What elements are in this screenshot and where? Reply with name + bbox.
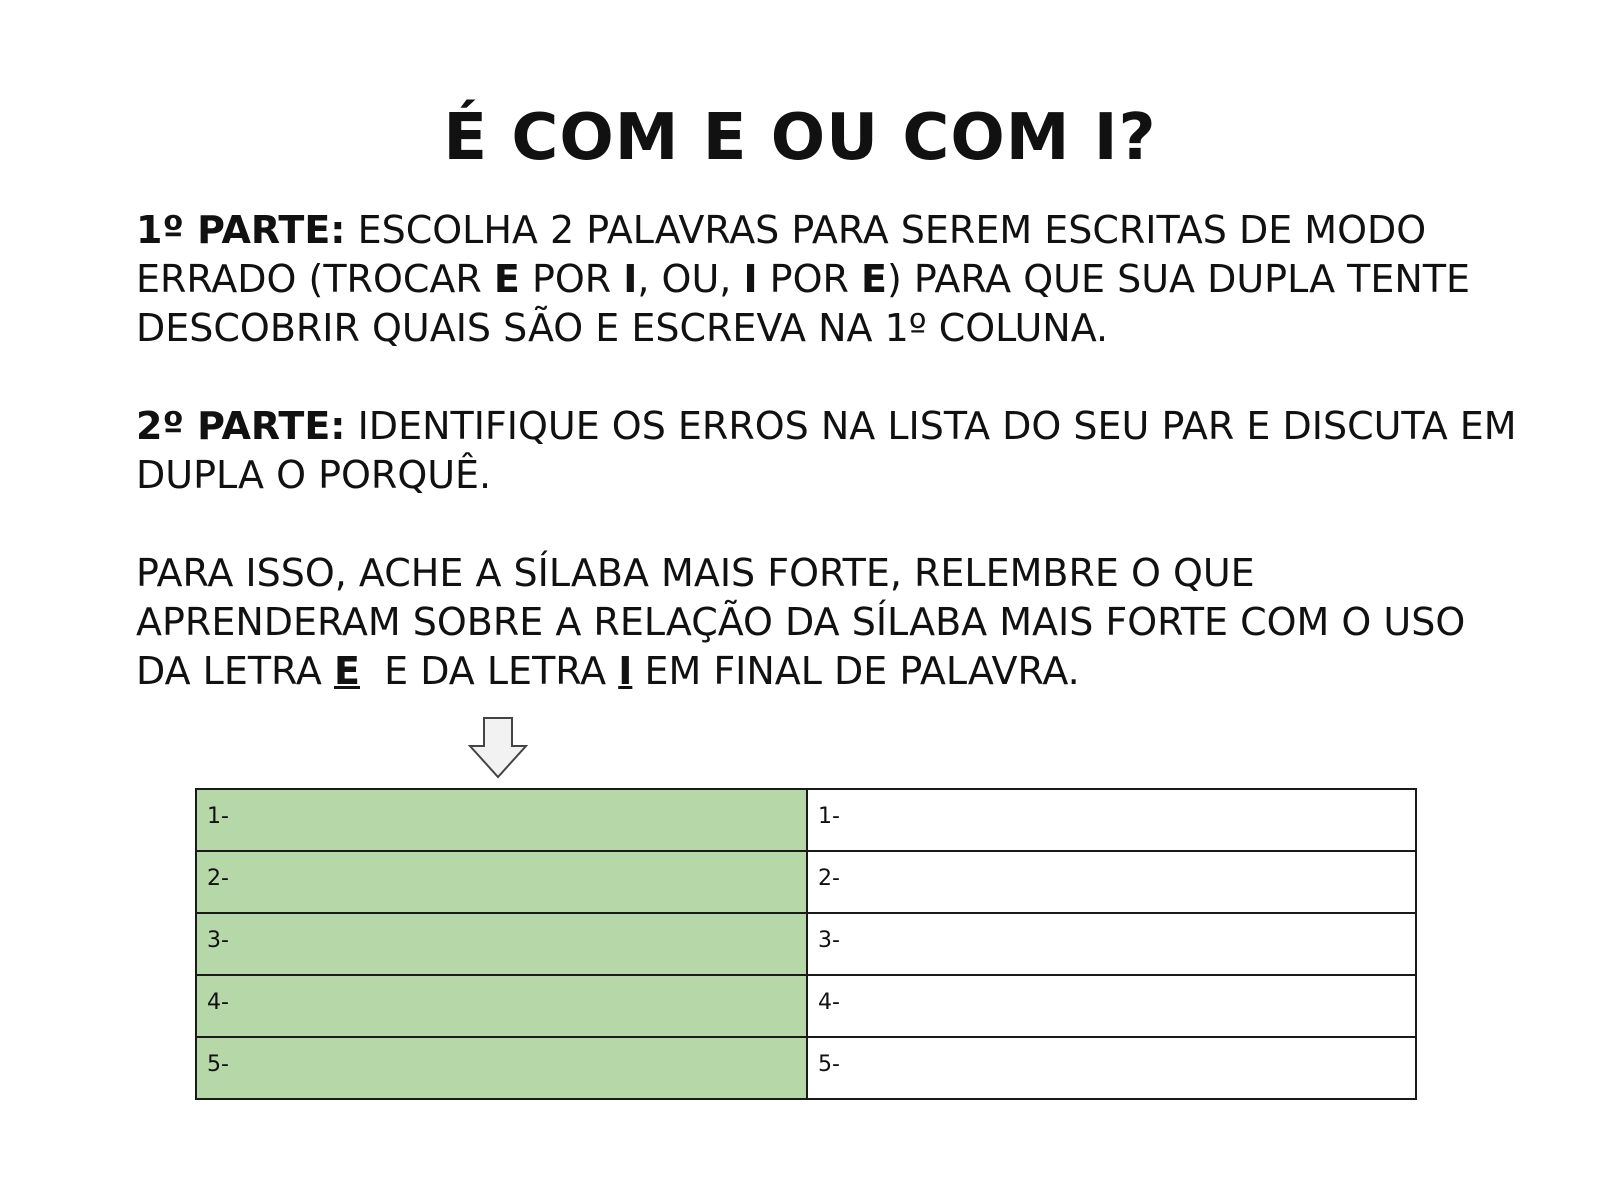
part3-text: DA LETRA (136, 649, 334, 693)
answers-table (195, 788, 1417, 1100)
letter-i-underlined: I (618, 649, 633, 693)
letter-e-underlined: E (334, 649, 360, 693)
part1-text: ERRADO (TROCAR (136, 257, 494, 301)
part3-text: PARA ISSO, ACHE A SÍLABA MAIS FORTE, RELEMBRE O QUE (136, 551, 1255, 595)
left-cell[interactable]: 1- (196, 789, 807, 851)
letter-i: I (743, 257, 758, 301)
letter-e: E (493, 257, 520, 301)
table-row (196, 851, 1416, 913)
table-row (196, 1037, 1416, 1099)
table-row (196, 789, 1416, 851)
part1-text: , OU, (637, 257, 744, 301)
letter-i: I (623, 257, 638, 301)
part1-paragraph (136, 206, 1496, 353)
part1-text: POR (757, 257, 861, 301)
part1-text: ESCOLHA 2 PALAVRAS PARA SEREM ESCRITAS DE MODO (345, 208, 1427, 252)
table-row (196, 975, 1416, 1037)
part2-text: IDENTIFIQUE OS ERROS NA LISTA DO SEU PAR E DISCUTA EM (345, 404, 1517, 448)
part3-text: E DA LETRA (359, 649, 619, 693)
right-cell[interactable]: 5- (807, 1037, 1416, 1099)
down-arrow-icon (466, 716, 530, 780)
left-cell[interactable]: 4- (196, 975, 807, 1037)
instructions (136, 206, 1517, 696)
part3-paragraph (136, 549, 1496, 696)
part1-text: DESCOBRIR QUAIS SÃO E ESCREVA NA 1º COLUNA. (136, 306, 1109, 350)
letter-e: E (860, 257, 887, 301)
part2-paragraph (136, 402, 1517, 500)
left-cell[interactable]: 5- (196, 1037, 807, 1099)
part1-label: 1º PARTE: (136, 208, 346, 252)
part1-text: POR (519, 257, 624, 301)
right-cell[interactable]: 3- (807, 913, 1416, 975)
page-title: É COM E OU COM I? (443, 101, 1157, 175)
right-cell[interactable]: 1- (807, 789, 1416, 851)
part1-text: ) PARA QUE SUA DUPLA TENTE (886, 257, 1471, 301)
part3-text: EM FINAL DE PALAVRA. (632, 649, 1080, 693)
part2-text: DUPLA O PORQUÊ. (136, 453, 492, 497)
part2-label: 2º PARTE: (136, 404, 346, 448)
table-row (196, 913, 1416, 975)
left-cell[interactable]: 3- (196, 913, 807, 975)
part3-text: APRENDERAM SOBRE A RELAÇÃO DA SÍLABA MAIS FORTE COM O USO (136, 600, 1466, 644)
right-cell[interactable]: 4- (807, 975, 1416, 1037)
right-cell[interactable]: 2- (807, 851, 1416, 913)
left-cell[interactable]: 2- (196, 851, 807, 913)
